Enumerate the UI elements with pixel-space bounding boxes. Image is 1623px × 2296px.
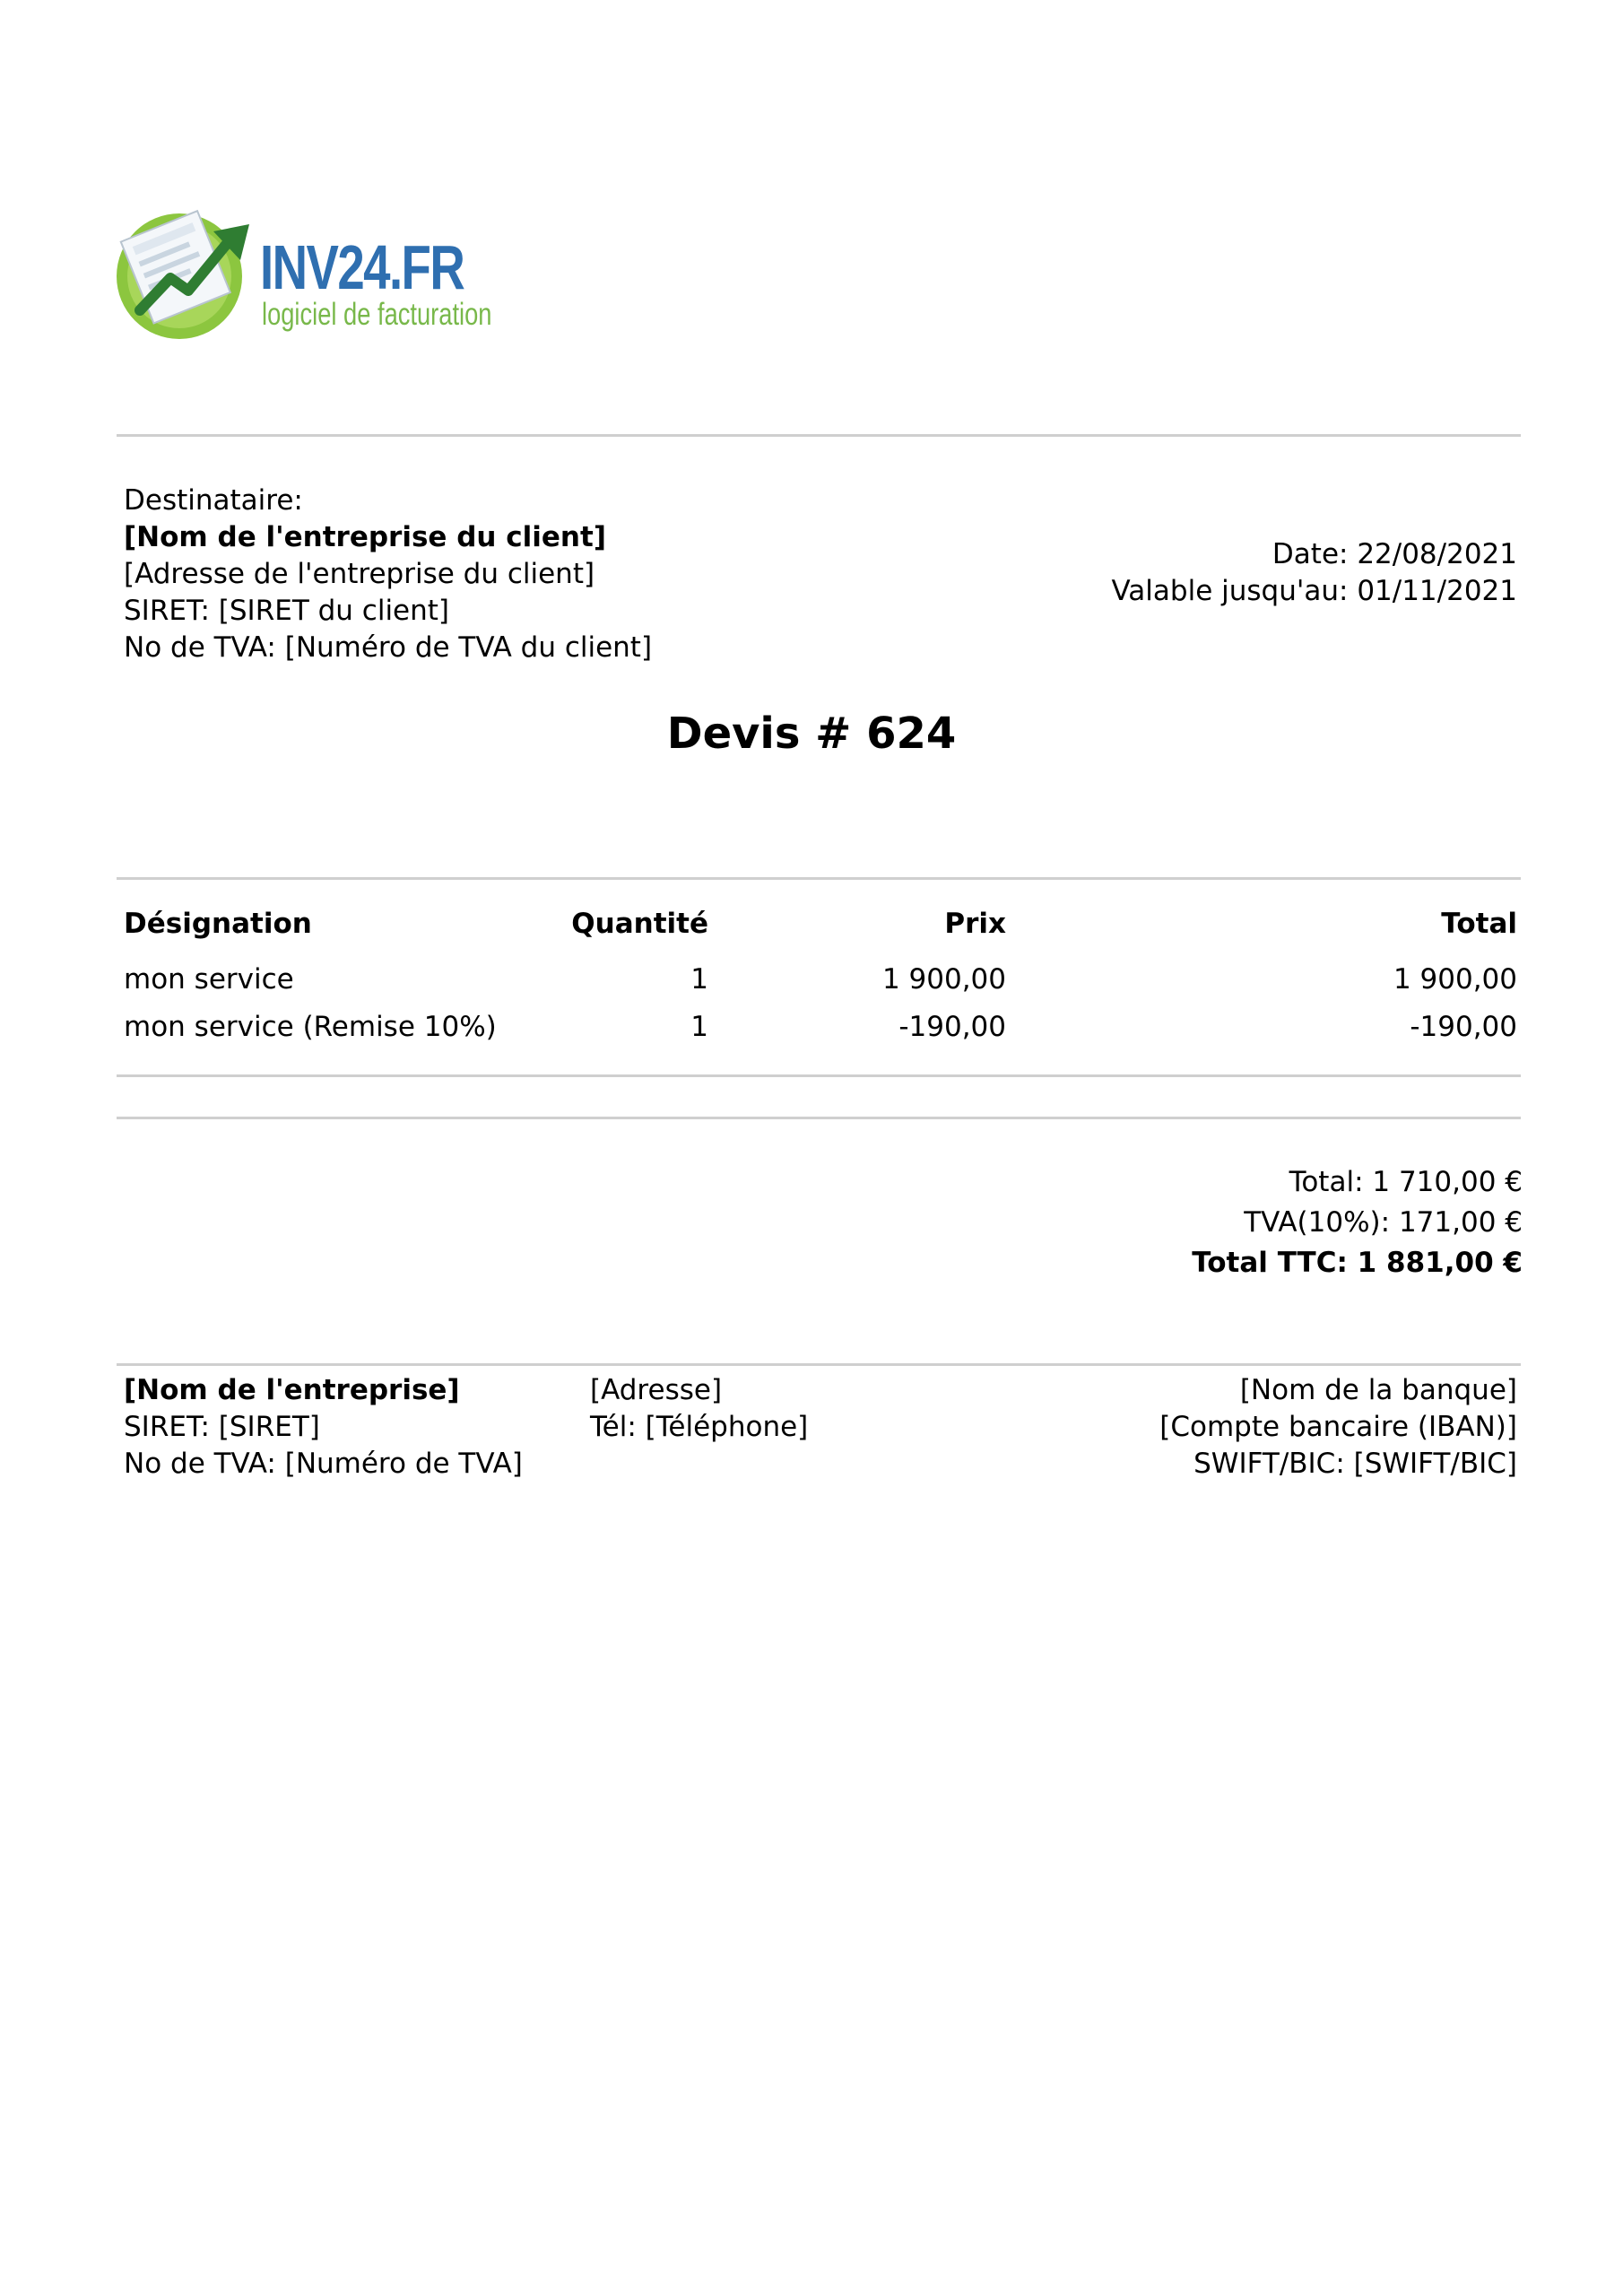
company-logo xyxy=(115,204,509,348)
footer-vat: No de TVA: [Numéro de TVA] xyxy=(124,1448,523,1480)
footer-company-block xyxy=(124,1372,523,1483)
footer-bank-name: [Nom de la banque] xyxy=(1239,1374,1517,1406)
row-quantity: 1 xyxy=(690,1011,708,1043)
footer-phone: Tél: [Téléphone] xyxy=(590,1411,809,1443)
footer-address: [Adresse] xyxy=(590,1374,723,1406)
footer-bank-block xyxy=(1159,1372,1517,1483)
table-top-divider xyxy=(117,877,1521,880)
recipient-heading: Destinataire: xyxy=(124,484,303,517)
total-ttc: Total TTC: 1 881,00 € xyxy=(1192,1247,1523,1279)
recipient-address: [Adresse de l'entreprise du client] xyxy=(124,558,595,590)
logo-title: INV24.FR xyxy=(260,232,464,302)
recipient-vat: No de TVA: [Numéro de TVA du client] xyxy=(124,631,653,664)
quote-date: Date: 22/08/2021 xyxy=(1271,538,1517,570)
total-vat: TVA(10%): 171,00 € xyxy=(1244,1206,1523,1239)
recipient-siret: SIRET: [SIRET du client] xyxy=(124,595,450,627)
recipient-block xyxy=(124,483,652,666)
row-quantity: 1 xyxy=(690,963,708,996)
header-price: Prix xyxy=(944,908,1006,940)
footer-contact-block xyxy=(590,1372,808,1446)
header-divider xyxy=(117,434,1521,437)
row-total: -190,00 xyxy=(1410,1011,1517,1043)
header-total: Total xyxy=(1441,908,1517,940)
recipient-company: [Nom de l'entreprise du client] xyxy=(124,521,606,553)
footer-iban: [Compte bancaire (IBAN)] xyxy=(1159,1411,1517,1443)
footer-siret: SIRET: [SIRET] xyxy=(124,1411,320,1443)
footer-swift: SWIFT/BIC: [SWIFT/BIC] xyxy=(1193,1448,1517,1480)
table-bottom-divider xyxy=(117,1074,1521,1077)
row-designation: mon service xyxy=(124,963,294,996)
totals-block xyxy=(1192,1162,1523,1283)
header-designation: Désignation xyxy=(124,908,312,940)
valid-until-date: Valable jusqu'au: 01/11/2021 xyxy=(1111,575,1517,607)
footer-company-name: [Nom de l'entreprise] xyxy=(124,1374,460,1406)
invoice-growth-arrow-icon xyxy=(115,204,267,348)
row-price: -190,00 xyxy=(898,1011,1006,1043)
totals-divider xyxy=(117,1117,1521,1119)
logo-subtitle: logiciel de facturation xyxy=(262,297,492,332)
total-ht: Total: 1 710,00 € xyxy=(1289,1166,1523,1198)
footer-divider xyxy=(117,1363,1521,1366)
row-price: 1 900,00 xyxy=(881,963,1006,996)
row-total: 1 900,00 xyxy=(1393,963,1517,996)
row-designation: mon service (Remise 10%) xyxy=(124,1011,497,1043)
header-quantity: Quantité xyxy=(571,908,708,940)
dates-block xyxy=(1112,536,1518,610)
document-title: Devis # 624 xyxy=(666,709,957,759)
